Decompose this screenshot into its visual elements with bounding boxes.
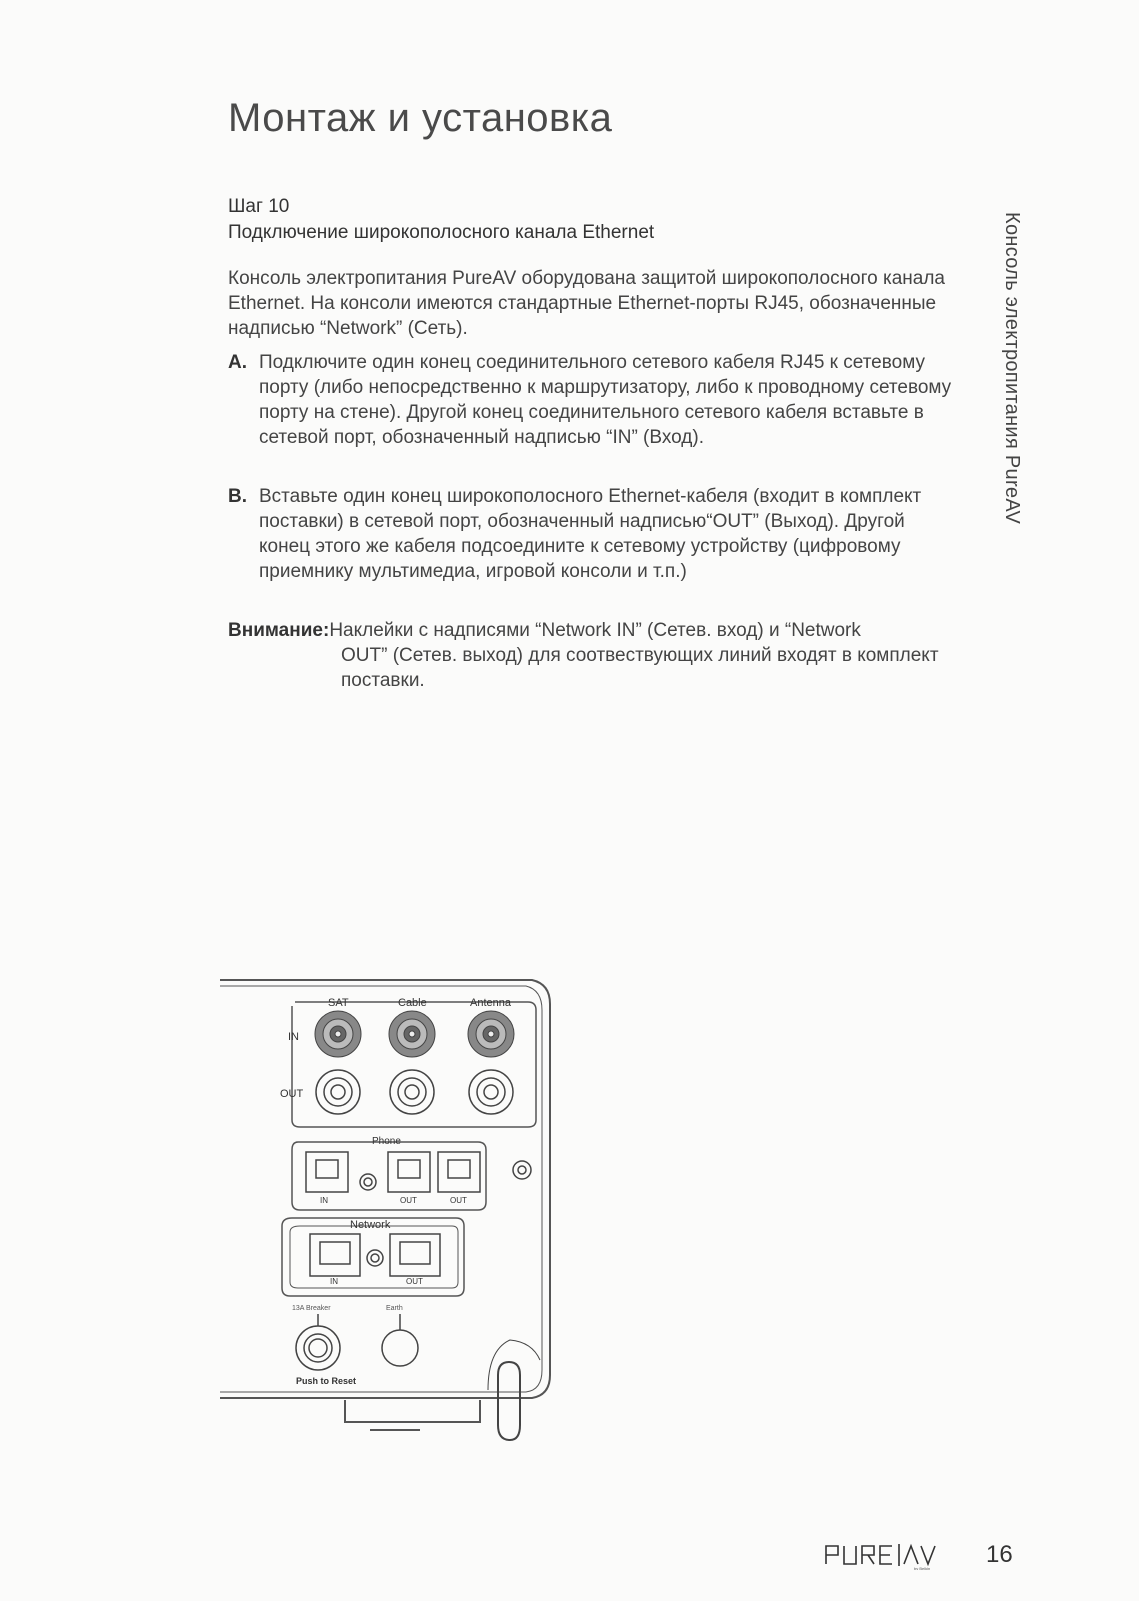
antenna-label: Antenna bbox=[470, 997, 511, 1009]
note bbox=[228, 618, 968, 693]
instruction-item-a bbox=[228, 350, 958, 450]
note-text-first: Наклейки с надписями “Network IN” (Сетев. вход) и “Network bbox=[329, 620, 861, 641]
side-tab: Консоль электропитания PureAV bbox=[1001, 212, 1023, 525]
coax-out-connector bbox=[390, 1070, 434, 1114]
power-cord bbox=[498, 1362, 520, 1440]
coax-out-connector bbox=[469, 1070, 513, 1114]
phone-out-label-1: OUT bbox=[400, 1196, 417, 1205]
panel-screw bbox=[513, 1161, 531, 1179]
console-back-panel-diagram bbox=[220, 970, 580, 1510]
network-label: Network bbox=[350, 1219, 391, 1231]
pureav-logo bbox=[824, 1540, 944, 1570]
phone-out-jack bbox=[438, 1152, 480, 1192]
instruction-item-b bbox=[228, 484, 958, 584]
note-label: Внимание: bbox=[228, 620, 330, 641]
row-in-label: IN bbox=[288, 1031, 299, 1043]
page-number: 16 bbox=[986, 1541, 1013, 1568]
coax-out-row bbox=[316, 1070, 513, 1114]
network-in-jack bbox=[310, 1234, 360, 1276]
step-subtitle: Подключение широкополосного канала Ethernet bbox=[228, 222, 655, 243]
item-text: Подключите один конец соединительного сетевого кабеля RJ45 к сетевому порту (либо непосредственно к маршрутизатору, либо к проводному сетевому порту на стене). Другой конец соединительного сетевого кабеля вставьте в сетевой порт, обозначенный надписью “IN” (Вход). bbox=[259, 352, 952, 448]
svg-text:by Belkin: by Belkin bbox=[914, 1566, 931, 1570]
network-out-jack bbox=[390, 1234, 440, 1276]
phone-out-label-2: OUT bbox=[450, 1196, 467, 1205]
earth-label: Earth bbox=[386, 1305, 403, 1312]
phone-in-label: IN bbox=[320, 1196, 328, 1205]
item-text: Вставьте один конец широкополосного Ethernet-кабеля (входит в комплект поставки) в сетевой порт, обозначенный надписью“OUT” (Выход). Другой конец этого же кабеля подсоедините к сетевому устройству (цифровому приемнику мультимедиа, игровой консоли и т.п.) bbox=[259, 486, 922, 582]
item-marker: B. bbox=[228, 486, 247, 507]
item-marker: A. bbox=[228, 352, 247, 373]
coax-in-row bbox=[315, 1011, 514, 1057]
intro-paragraph: Консоль электропитания PureAV оборудована защитой широкополосного канала Ethernet. На консоли имеются стандартные Ethernet-порты RJ45, обозначенные надписью “Network” (Сеть). bbox=[228, 268, 945, 339]
cable-label: Cable bbox=[398, 997, 427, 1009]
reset-label: Push to Reset bbox=[296, 1376, 357, 1386]
network-ground-screw bbox=[367, 1250, 383, 1266]
coax-out-connector bbox=[316, 1070, 360, 1114]
phone-ground-screw bbox=[360, 1174, 376, 1190]
page-title: Монтаж и установка bbox=[228, 96, 613, 140]
sat-label: SAT bbox=[328, 997, 349, 1009]
phone-out-jack bbox=[388, 1152, 430, 1192]
network-out-label: OUT bbox=[406, 1277, 423, 1286]
phone-in-jack bbox=[306, 1152, 348, 1192]
step-number: Шаг 10 bbox=[228, 196, 290, 217]
row-out-label: OUT bbox=[280, 1088, 304, 1100]
reset-breaker bbox=[296, 1326, 340, 1370]
note-text-rest: OUT” (Сетев. выход) для соотвествующих линий входят в комплект поставки. bbox=[341, 645, 939, 691]
network-in-label: IN bbox=[330, 1277, 338, 1286]
breaker-label: 13A Breaker bbox=[292, 1305, 331, 1312]
phone-label: Phone bbox=[372, 1136, 401, 1147]
earth-terminal bbox=[382, 1330, 418, 1366]
panel-foot bbox=[345, 1400, 480, 1422]
